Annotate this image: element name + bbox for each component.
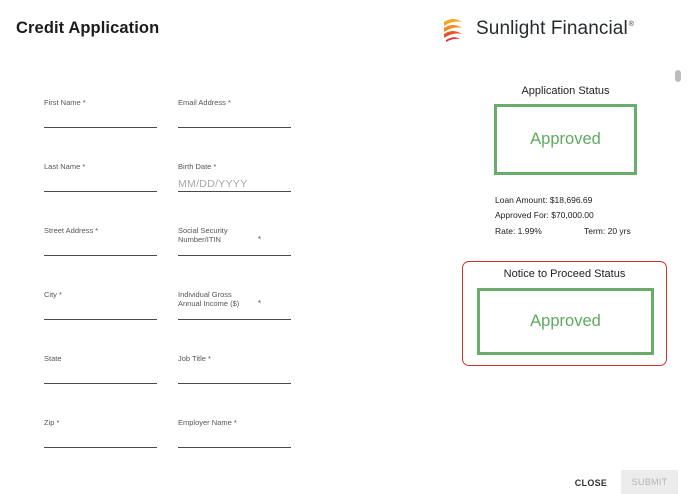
loan-amount: Loan Amount: $18,696.69 (495, 195, 593, 205)
ssn-required-mark: * (258, 235, 262, 244)
rate: Rate: 1.99% (495, 226, 542, 236)
income-label: Individual Gross Annual Income ($) (178, 290, 240, 308)
street-address-label: Street Address * (44, 226, 99, 235)
email-field[interactable] (178, 99, 291, 128)
birth-date-label: Birth Date * (178, 162, 217, 171)
birth-date-field[interactable] (178, 163, 291, 192)
notice-status-value: Approved (530, 312, 601, 330)
scrollbar-thumb[interactable] (675, 70, 681, 82)
sunlight-logo-icon (438, 14, 468, 44)
street-address-field[interactable] (44, 227, 157, 256)
application-status-title: Application Status (521, 85, 610, 97)
application-status-box (494, 104, 637, 175)
last-name-field[interactable] (44, 163, 157, 192)
page-title: Credit Application (16, 19, 160, 37)
application-status-value: Approved (530, 130, 601, 148)
brand-logo (438, 14, 634, 44)
scrollbar-track[interactable] (675, 70, 681, 450)
birth-date-placeholder: MM/DD/YYYY (178, 178, 248, 190)
submit-button[interactable]: SUBMIT (621, 470, 678, 494)
notice-status-title: Notice to Proceed Status (503, 268, 626, 280)
income-field[interactable] (178, 291, 291, 320)
state-label: State (44, 354, 62, 363)
city-field[interactable] (44, 291, 157, 320)
job-title-field[interactable] (178, 355, 291, 384)
state-field[interactable] (44, 355, 157, 384)
close-button[interactable]: CLOSE (574, 478, 608, 488)
employer-name-label: Employer Name * (178, 418, 237, 427)
term: Term: 20 yrs (584, 226, 631, 236)
ssn-label: Social Security Number/ITIN (178, 226, 228, 244)
zip-label: Zip * (44, 418, 60, 427)
brand-name: Sunlight Financial® (476, 18, 635, 39)
notice-status-box (477, 288, 654, 355)
first-name-field[interactable] (44, 99, 157, 128)
first-name-label: First Name * (44, 98, 86, 107)
last-name-label: Last Name * (44, 162, 86, 171)
ssn-field[interactable] (178, 227, 291, 256)
job-title-label: Job Title * (178, 354, 211, 363)
approved-for: Approved For: $70,000.00 (495, 210, 594, 220)
income-required-mark: * (258, 299, 262, 308)
city-label: City * (44, 290, 62, 299)
email-label: Email Address * (178, 98, 231, 107)
zip-field[interactable] (44, 419, 157, 448)
employer-name-field[interactable] (178, 419, 291, 448)
